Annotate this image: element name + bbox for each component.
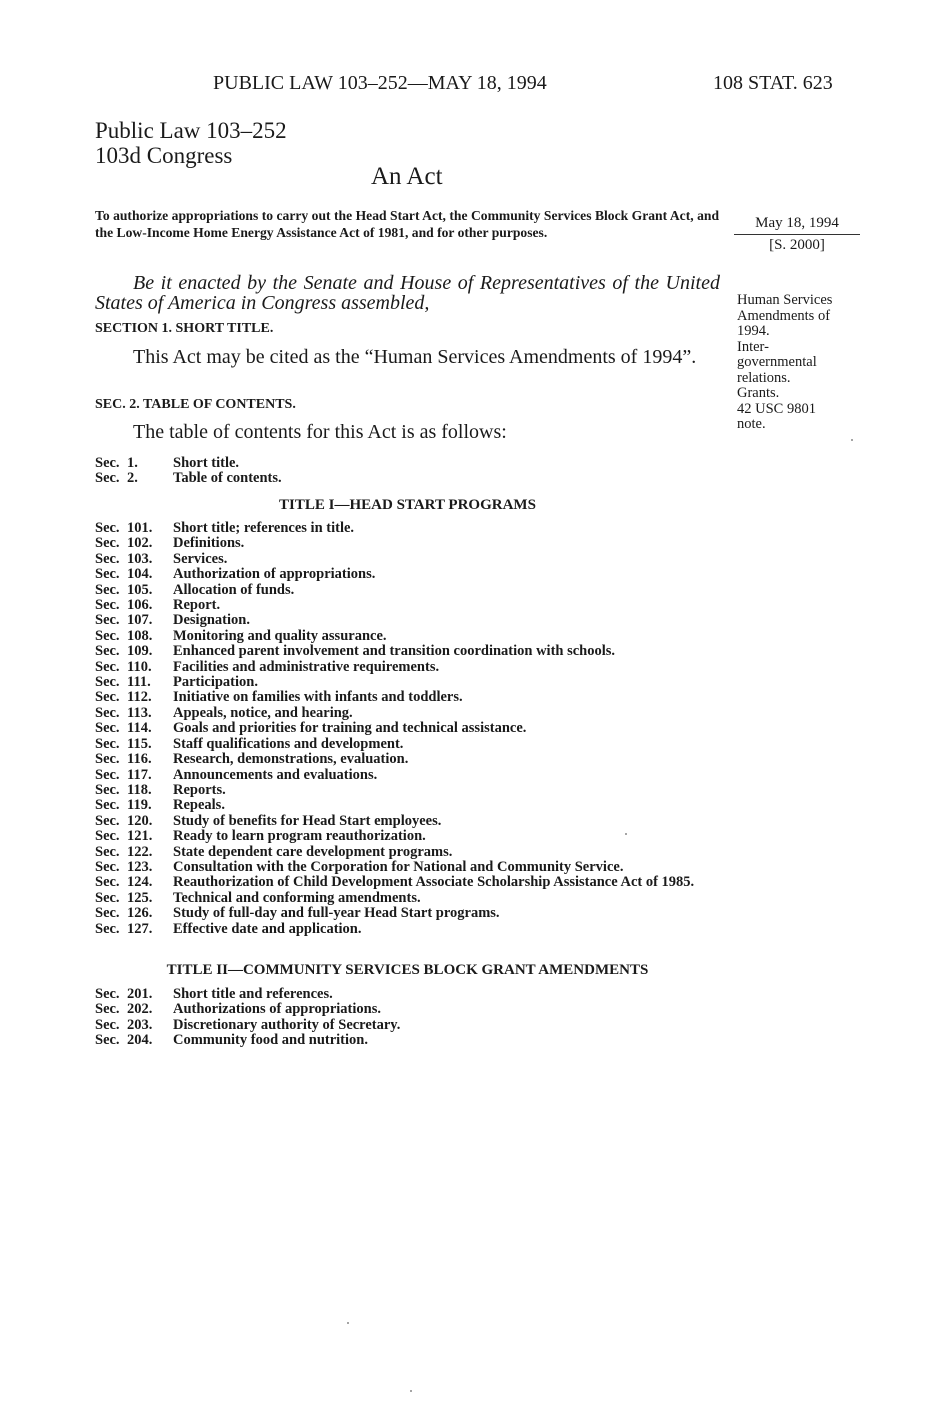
act-title: An Act <box>371 163 443 190</box>
toc-entry <box>95 536 735 551</box>
title-2-heading: TITLE II—COMMUNITY SERVICES BLOCK GRANT AMENDMENTS <box>166 962 649 978</box>
toc-entry <box>95 456 735 471</box>
toc-title: Initiative on families with infants and toddlers. <box>173 689 463 706</box>
toc-entry <box>95 814 735 829</box>
toc-sec-label: Sec. <box>95 1016 120 1033</box>
toc-entry <box>95 552 735 567</box>
toc-number: 105. <box>127 581 153 598</box>
toc-entry <box>95 690 735 705</box>
toc-number: 108. <box>127 627 153 644</box>
toc-entry <box>95 752 735 767</box>
toc-entry <box>95 922 735 937</box>
toc-sec-label: Sec. <box>95 1032 120 1049</box>
toc-title: Designation. <box>173 612 250 629</box>
toc-sec-label: Sec. <box>95 720 120 737</box>
toc-sec-label: Sec. <box>95 689 120 706</box>
toc-sec-label: Sec. <box>95 704 120 721</box>
toc-entry <box>95 875 735 890</box>
toc-number: 112. <box>127 689 152 706</box>
toc-number: 117. <box>127 766 152 783</box>
toc-sec-label: Sec. <box>95 566 120 583</box>
toc-number: 107. <box>127 612 153 629</box>
toc-entry <box>95 987 735 1002</box>
toc-entry <box>95 583 735 598</box>
toc-title: Consultation with the Corporation for National and Community Service. <box>173 858 624 875</box>
margin-note: relations. <box>737 369 791 386</box>
toc-sec-label: Sec. <box>95 751 120 768</box>
toc-sec-label: Sec. <box>95 797 120 814</box>
toc-entry <box>95 737 735 752</box>
toc-number: 101. <box>127 520 153 536</box>
toc-title: Goals and priorities for training and technical assistance. <box>173 720 527 737</box>
toc-title: Research, demonstrations, evaluation. <box>173 751 409 768</box>
toc-number: 125. <box>127 889 153 906</box>
running-head: PUBLIC LAW 103–252—MAY 18, 1994 <box>213 72 547 94</box>
title-1-heading: TITLE I—HEAD START PROGRAMS <box>279 497 536 513</box>
toc-title: Technical and conforming amendments. <box>173 889 421 906</box>
toc-sec-label: Sec. <box>95 674 120 691</box>
scan-speck <box>625 833 627 835</box>
toc-entry <box>95 706 735 721</box>
toc-number: 123. <box>127 858 153 875</box>
toc-number: 103. <box>127 550 153 567</box>
toc-title: Short title. <box>173 455 240 471</box>
toc-entry <box>95 521 735 536</box>
toc-title: Authorization of appropriations. <box>173 566 376 583</box>
toc-title: Enhanced parent involvement and transition coordination with schools. <box>173 643 616 660</box>
toc-title: Participation. <box>173 674 258 691</box>
toc-title: Services. <box>173 550 228 567</box>
toc-title: Table of contents. <box>173 470 282 487</box>
toc-title: Discretionary authority of Secretary. <box>173 1016 401 1033</box>
toc-entry <box>95 768 735 783</box>
margin-note: Grants. <box>737 385 780 401</box>
toc-number: 104. <box>127 566 153 583</box>
public-law-number: Public Law 103–252 <box>95 118 287 143</box>
toc-number: 116. <box>127 751 152 768</box>
toc-sec-label: Sec. <box>95 597 120 614</box>
margin-note: 1994. <box>737 323 770 339</box>
toc-number: 114. <box>127 720 152 737</box>
toc-sec-label: Sec. <box>95 581 120 598</box>
margin-note: 42 USC 9801 <box>737 400 816 417</box>
toc-title: Repeals. <box>173 797 225 814</box>
toc-entry <box>95 829 735 844</box>
toc-number: 110. <box>127 658 152 675</box>
toc-number: 126. <box>127 905 153 922</box>
section-1-text: This Act may be cited as the “Human Services Amendments of 1994”. <box>133 346 697 368</box>
toc-number: 127. <box>127 920 153 937</box>
bill-number: [S. 2000] <box>769 237 825 253</box>
toc-entry <box>95 567 735 582</box>
toc-title: Short title; references in title. <box>173 520 355 536</box>
toc-entry <box>95 644 735 659</box>
toc-number: 201. <box>127 986 153 1002</box>
toc-sec-label: Sec. <box>95 874 120 891</box>
toc-title: Staff qualifications and development. <box>173 735 404 752</box>
toc-title: State dependent care development programs. <box>173 843 453 860</box>
toc-sec-label: Sec. <box>95 889 120 906</box>
toc-sec-label: Sec. <box>95 781 120 798</box>
toc-entry <box>95 598 735 613</box>
toc-entry <box>95 471 735 486</box>
toc-number: 2. <box>127 470 138 487</box>
toc-number: 1. <box>127 455 138 471</box>
scan-speck <box>347 1322 349 1324</box>
title-2-toc-list <box>95 987 735 1049</box>
margin-note: Inter- <box>737 338 769 355</box>
toc-sec-label: Sec. <box>95 470 120 487</box>
section-2-text: The table of contents for this Act is as follows: <box>133 421 507 443</box>
enactment-date: May 18, 1994 <box>734 213 860 235</box>
toc-sec-label: Sec. <box>95 455 120 471</box>
toc-number: 106. <box>127 597 153 614</box>
toc-sec-label: Sec. <box>95 520 120 536</box>
margin-note: Amendments of <box>737 307 831 324</box>
toc-sec-label: Sec. <box>95 905 120 922</box>
toc-title: Facilities and administrative requirements. <box>173 658 440 675</box>
toc-entry <box>95 798 735 813</box>
toc-sec-label: Sec. <box>95 627 120 644</box>
toc-sec-label: Sec. <box>95 766 120 783</box>
toc-intro-list <box>95 456 735 487</box>
toc-title: Report. <box>173 597 221 614</box>
toc-sec-label: Sec. <box>95 550 120 567</box>
scan-speck <box>851 439 853 441</box>
toc-number: 202. <box>127 1001 153 1018</box>
act-purpose: To authorize appropriations to carry out the Head Start Act, the Community Services Block Grant Act, and the Low-Income Home Energy Assistance Act of 1981, and for other purposes. <box>95 208 719 240</box>
stat-page-number: 108 STAT. 623 <box>713 72 833 94</box>
toc-entry <box>95 1033 735 1048</box>
enacting-clause: Be it enacted by the Senate and House of Representatives of the United States of America in Congress assembled, <box>95 272 720 314</box>
toc-number: 124. <box>127 874 153 891</box>
toc-number: 109. <box>127 643 153 660</box>
toc-entry <box>95 845 735 860</box>
toc-sec-label: Sec. <box>95 812 120 829</box>
toc-sec-label: Sec. <box>95 1001 120 1018</box>
margin-note: Human Services <box>737 292 833 308</box>
toc-entry <box>95 1018 735 1033</box>
toc-number: 122. <box>127 843 153 860</box>
toc-entry <box>95 860 735 875</box>
toc-title: Definitions. <box>173 535 245 552</box>
toc-entry <box>95 783 735 798</box>
toc-sec-label: Sec. <box>95 986 120 1002</box>
toc-sec-label: Sec. <box>95 612 120 629</box>
toc-number: 121. <box>127 828 153 845</box>
toc-title: Study of full-day and full-year Head Start programs. <box>173 905 500 922</box>
toc-number: 118. <box>127 781 152 798</box>
toc-entry <box>95 613 735 628</box>
toc-title: Allocation of funds. <box>173 581 295 598</box>
toc-title: Announcements and evaluations. <box>173 766 378 783</box>
toc-entry <box>95 660 735 675</box>
toc-title: Appeals, notice, and hearing. <box>173 704 353 721</box>
toc-title: Authorizations of appropriations. <box>173 1001 381 1018</box>
toc-title: Study of benefits for Head Start employees. <box>173 812 442 829</box>
section-2-heading: SEC. 2. TABLE OF CONTENTS. <box>95 397 296 412</box>
toc-title: Effective date and application. <box>173 920 362 937</box>
sidebar-date-block <box>734 213 860 255</box>
toc-title: Monitoring and quality assurance. <box>173 627 387 644</box>
toc-entry <box>95 721 735 736</box>
toc-number: 119. <box>127 797 152 814</box>
congress-number: 103d Congress <box>95 143 233 168</box>
toc-title: Reports. <box>173 781 226 798</box>
margin-notes <box>737 293 867 433</box>
toc-title: Ready to learn program reauthorization. <box>173 828 426 845</box>
section-1-heading: SECTION 1. SHORT TITLE. <box>95 321 274 336</box>
toc-sec-label: Sec. <box>95 643 120 660</box>
toc-entry <box>95 906 735 921</box>
toc-sec-label: Sec. <box>95 735 120 752</box>
toc-sec-label: Sec. <box>95 658 120 675</box>
toc-number: 120. <box>127 812 153 829</box>
toc-sec-label: Sec. <box>95 920 120 937</box>
toc-sec-label: Sec. <box>95 843 120 860</box>
title-1-toc-list <box>95 521 735 937</box>
toc-number: 111. <box>127 674 151 691</box>
margin-note: note. <box>737 416 766 432</box>
toc-number: 102. <box>127 535 153 552</box>
toc-sec-label: Sec. <box>95 858 120 875</box>
scan-speck <box>410 1390 412 1392</box>
margin-note: governmental <box>737 354 817 370</box>
toc-number: 203. <box>127 1016 153 1033</box>
toc-title: Community food and nutrition. <box>173 1032 368 1049</box>
toc-entry <box>95 675 735 690</box>
toc-sec-label: Sec. <box>95 535 120 552</box>
toc-sec-label: Sec. <box>95 828 120 845</box>
toc-entry <box>95 1002 735 1017</box>
toc-number: 204. <box>127 1032 153 1049</box>
toc-entry <box>95 629 735 644</box>
toc-number: 115. <box>127 735 152 752</box>
toc-entry <box>95 891 735 906</box>
toc-title: Reauthorization of Child Development Associate Scholarship Assistance Act of 1985. <box>173 874 695 891</box>
toc-number: 113. <box>127 704 152 721</box>
toc-title: Short title and references. <box>173 986 333 1002</box>
